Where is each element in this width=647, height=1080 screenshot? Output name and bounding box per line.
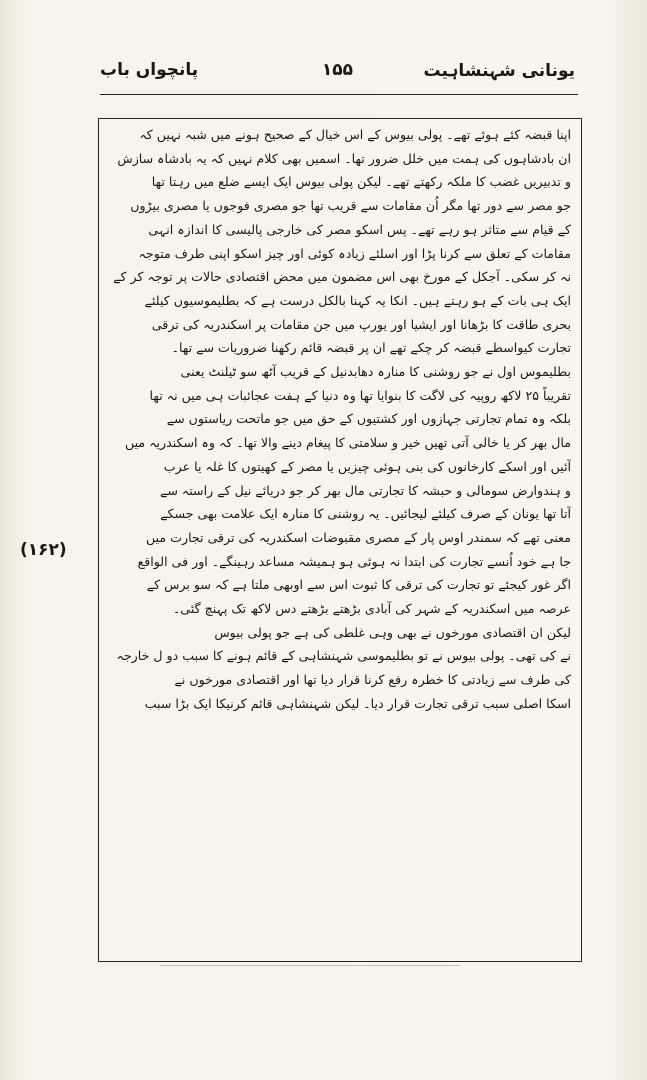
page-number: ۱۵۵: [321, 60, 354, 80]
text-line: و ہندوارض سومالی و حبشہ کا تجارتی مال بھر کر جو دریائے نیل کے راستہ سے: [159, 482, 571, 498]
text-line: آئیں اور اسکے کارخانوں کی بنی ہوئی چیزیں یا مصر کے کھیتوں کا غلہ یا عرب: [163, 458, 571, 474]
text-line: مال بھر کر یا خالی آتی تھیں خیر و سلامتی کا پیغام دینے والا تھا۔ کہ وہ اسکندریہ میں: [125, 435, 571, 451]
text-line: تجارت کیواسطے قبضہ کر چکے تھے ان پر قبضہ قائم رکھنا ضروریات سے تھا۔: [171, 340, 571, 356]
bottom-rule: [160, 965, 460, 966]
text-line: نہ کر سکی۔ آجکل کے مورخ بھی اس مضمون میں محض اقتصادی حالات پر توجہ کر کے: [113, 269, 571, 285]
text-line: بطلیموس اول نے جو روشنی کا منارہ دھابدنیل کے قریب آٹھ سو ٹیلنٹ یعنی: [180, 364, 571, 380]
chapter-title: پانچواں باب: [100, 60, 199, 80]
text-line: اسکا اصلی سبب ترقی تجارت قرار دیا۔ لیکن شہنشاہی قائم کرنیکا ایک بڑا سبب: [144, 695, 571, 711]
text-line: بلکہ وہ تمام تجارتی جہازوں اور کشتیوں کے حق میں جو ماتحت ریاستوں سے: [166, 411, 571, 427]
text-line: مقامات کے تعلق سے کرنا پڑا اور اسلئے زیادہ کوئی اور چیز اسکو اپنی طرف متوجہ: [138, 245, 571, 261]
body-text: [101, 123, 571, 953]
book-title: یونانی شہنشاہیت: [423, 61, 575, 81]
text-line: معنی تھے کہ سمندر اوس پار کے مصری مقبوضات اسکندریہ کی ترقی تجارت میں: [146, 529, 571, 545]
text-line: و تدبیریں غضب کا ملکہ رکھتے تھے۔ لیکن پولی بیوس ایک ایسے ضلع میں رہتا تھا: [151, 174, 571, 190]
text-line: آتا تھا یونان کے صرف کیلئے لیجائیں۔ یہ روشنی کا منارہ ایک علامت بھی جسکے: [160, 506, 571, 522]
text-line: اپنا قبضہ کئے ہوئے تھے۔ پولی بیوس کے اس خیال کے صحیح ہونے میں شبہ نہیں کہ: [139, 127, 571, 142]
text-line: جو مصر سے دور تھا مگر اُن مقامات سے قریب تھا جو مصری فوجوں یا مصری بیڑوں: [130, 198, 571, 214]
text-line: نے کی تھی۔ پولی بیوس نے تو بطلیموسی شہنشاہی کے قائم ہونے کا سبب دو ل خارجہ: [116, 648, 571, 664]
text-line: بحری طاقت کا بڑھانا اور ایشیا اور یورپ میں جن مقامات پر اسکندریہ کی ترقی: [151, 316, 571, 332]
text-line: اگر غور کیجئے تو تجارت کی ترقی کا ثبوت اس سے اوبھی ملتا ہے کہ سو برس کے: [146, 577, 571, 593]
text-line: تقریباً ۲۵ لاکھ روپیہ کی لاگت کا بنوایا تھا وہ دنیا کے ہفت عجائبات ہی میں نہ تھا: [149, 387, 571, 403]
text-line: لیکن ان اقتصادی مورخوں نے بھی وہی غلطی کی ہے جو پولی بیوس: [214, 624, 571, 640]
header-rule: [100, 94, 578, 95]
text-line: کے قیام سے متاثر ہو رہے تھے۔ پس اسکو مصر کی خارجی پالیسی کا اندازہ انہی: [148, 221, 571, 237]
text-line: ایک ہی بات کے ہو رہتے ہیں۔ انکا یہ کہنا بالکل درست ہے کہ بطلیموسیوں کیلئے: [144, 292, 571, 308]
text-line: ان بادشاہوں کی ہمت میں خلل ضرور تھا۔ اسمیں بھی کلام نہیں کہ یہ بادشاہ سازش: [117, 150, 571, 166]
text-line: جا ہے خود اُنسے تجارت کی ابتدا نہ ہوئی ہو ہمیشہ مساعد رہینگے۔ اور فی الواقع: [137, 553, 571, 569]
page-header: [100, 60, 575, 92]
text-line: عرصہ میں اسکندریہ کے شہر کی آبادی بڑھتے بڑھتے دس لاکھ تک پہنچ گئی۔: [172, 601, 571, 617]
text-line: کی طرف سے زیادتی کا خطرہ رفع کرنا قرار دیا تھا اور اقتصادی مورخوں نے: [174, 672, 571, 688]
margin-page-reference: (۱۶۲): [20, 540, 67, 560]
